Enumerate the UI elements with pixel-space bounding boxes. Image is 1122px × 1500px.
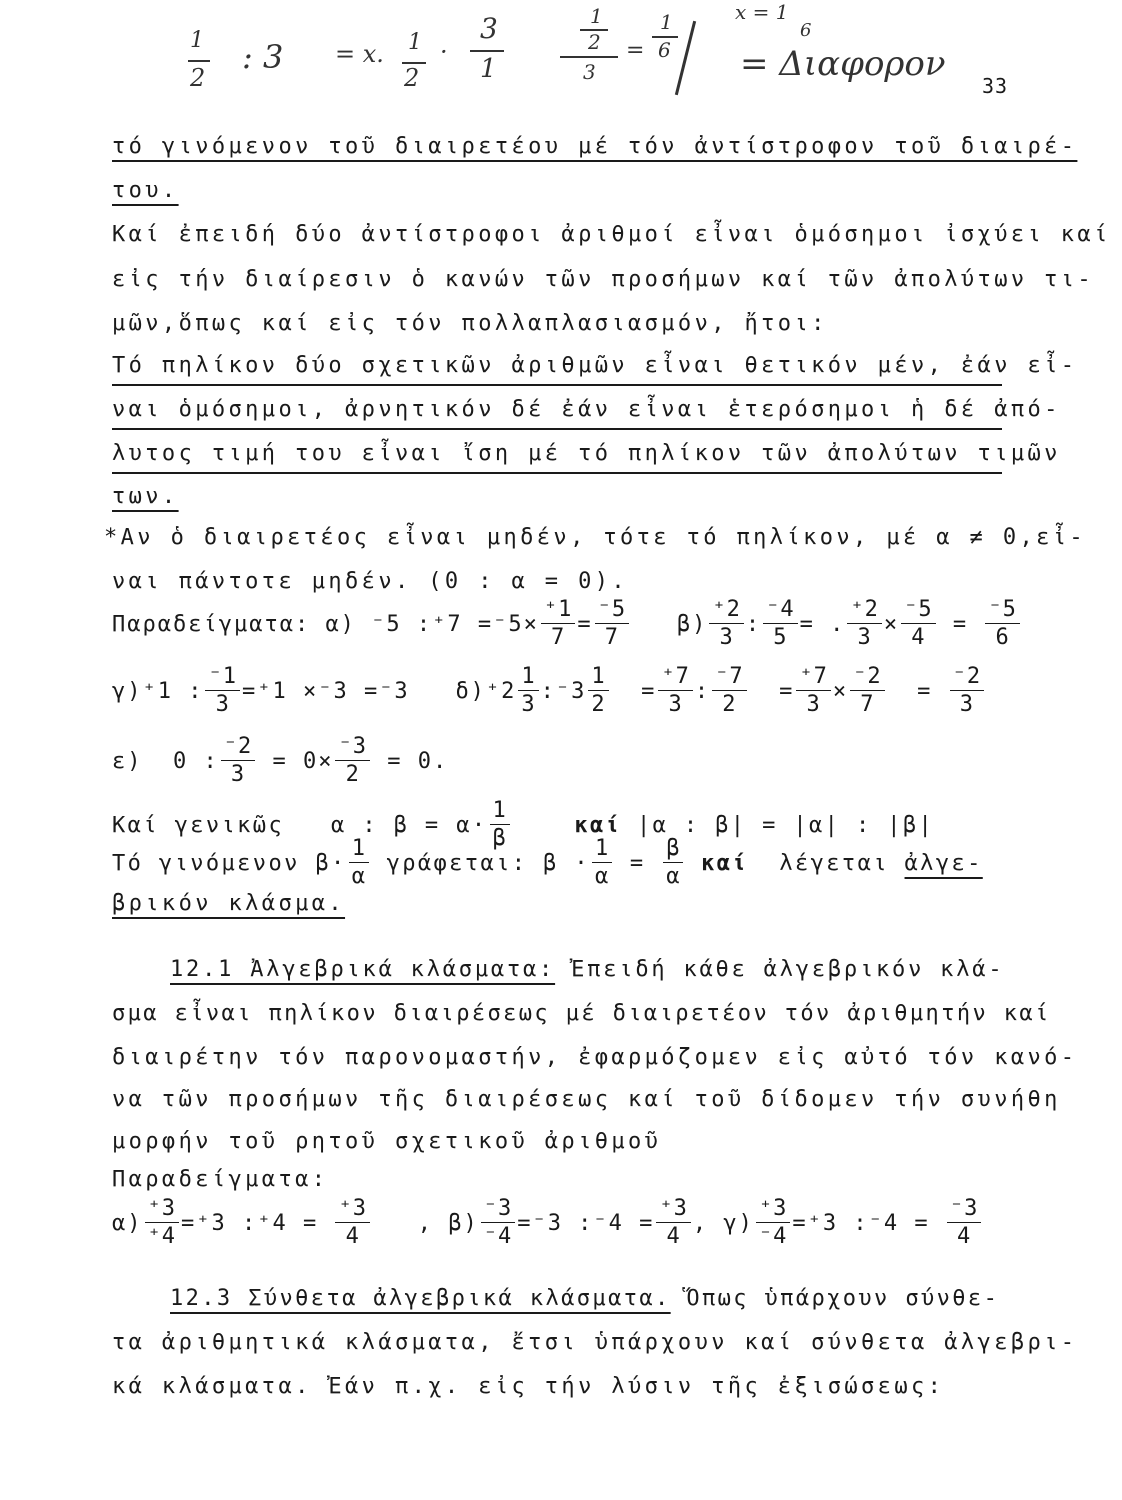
hw-divide-3: : 3: [242, 38, 284, 76]
expression: = 0.: [387, 748, 449, 774]
fraction: $\frac{\beta}{\alpha}$: [663, 838, 683, 888]
text: γράφεται: β ·: [386, 850, 590, 876]
hw-frac4-mid: 2: [588, 30, 601, 54]
examples-row-3: [112, 733, 448, 789]
fraction: $\frac{^-3}{2}$: [335, 736, 370, 786]
hw-frac2-num: 1: [408, 30, 422, 55]
fraction: $\frac{^+1}{7}$: [541, 599, 576, 649]
fraction: $\frac{1}{2}$: [588, 666, 608, 716]
text-line: ναι πάντοτε μηδέν. (0 : α = 0).: [112, 569, 628, 594]
text: Καί γενικῶς: [112, 812, 285, 838]
text-line: βρικόν κλάσμα.: [112, 891, 346, 916]
underline: [112, 472, 1002, 474]
text-line: να τῶν προσήμων τῆς διαιρέσεως καί τοῦ δίδομεν τήν συνήθη: [112, 1087, 1061, 1112]
text-line: κά κλάσματα. Ἐάν π.χ. εἰς τήν λύσιν τῆς ἐξισώσεως:: [112, 1374, 945, 1399]
expression: =⁻3 :⁻4 =: [517, 1210, 655, 1236]
hw-fraction-bar: [470, 50, 504, 52]
text-line: τα ἀριθμητικά κλάσματα, ἔτσι ὑπάρχουν καί σύνθετα ἀλγεβρι-: [112, 1330, 1078, 1355]
fraction: $\frac{^-5}{6}$: [985, 599, 1020, 649]
text-line: μῶν,ὅπως καί εἰς τόν πολλαπλασιασμόν, ἤτοι:: [112, 311, 828, 336]
text: Ἐπειδή κάθε ἀλγεβρικόν κλά-: [571, 957, 1005, 982]
expression: ⁻5 :⁺7 =⁻5×: [371, 611, 539, 637]
hw-diaforon: = Διαφορον: [740, 44, 946, 84]
expression: =⁺1 ×⁻3 =⁻3: [241, 678, 410, 704]
hw-eq-x: = x.: [335, 40, 384, 68]
equals: =: [577, 611, 593, 637]
hw-frac4-den: 3: [583, 60, 596, 84]
text: καί: [574, 812, 622, 838]
fraction: $\frac{^+3}{^-4}$: [756, 1198, 791, 1248]
rule-line: Τό πηλίκον δύο σχετικῶν ἀριθμῶν εἶναι θετικόν μέν, ἐάν εἶ-: [112, 353, 1078, 378]
expression: α : β = α·: [331, 812, 488, 838]
fraction: $\frac{1}{3}$: [518, 666, 538, 716]
text-line: *Αν ὁ διαιρετέος εἶναι μηδέν, τότε τό πηλίκον, μέ α ≠ 0,εἶ-: [104, 525, 1087, 550]
text-line: Καί ἐπειδή δύο ἀντίστροφοι ἀριθμοί εἶναι ὁμόσημοι ἰσχύει καί: [112, 222, 1111, 247]
page-number: 33: [982, 74, 1009, 98]
hw-frac4-num: 1: [590, 4, 603, 28]
text: λέγεται: [779, 850, 889, 876]
label-gamma: γ)⁺1 :: [112, 678, 204, 704]
fraction: $\frac{1}{\alpha}$: [592, 838, 612, 888]
hw-x-eq: x = 1: [735, 0, 789, 24]
fraction: $\frac{^-3}{^-4}$: [481, 1198, 516, 1248]
text-line: σμα εἶναι πηλίκον διαιρέσεως μέ διαιρετέον τόν ἀριθμητήν καί: [112, 1001, 1051, 1026]
fraction: $\frac{1}{\alpha}$: [349, 838, 369, 888]
equals: =: [629, 850, 646, 876]
text-line: τό γινόμενον τοῦ διαιρετέου μέ τόν ἀντίστροφον τοῦ διαιρέ-: [112, 134, 1078, 159]
text-line: του.: [112, 178, 179, 203]
label-alpha: α): [112, 1210, 143, 1236]
fraction: $\frac{^+3}{^+4}$: [145, 1198, 180, 1248]
label-beta: β): [676, 611, 708, 637]
hw-x-den: 6: [800, 20, 812, 41]
text: Τό γινόμενον β·: [112, 850, 347, 876]
fraction: $\frac{^-3}{4}$: [947, 1198, 982, 1248]
label-beta: , β): [417, 1210, 479, 1236]
text-line: διαιρέτην τόν παρονομαστήν, ἐφαρμόζομεν εἰς αὐτό τόν κανό-: [112, 1045, 1078, 1070]
hw-dot: ·: [440, 38, 448, 66]
rule-line: των.: [112, 484, 179, 509]
hw-fraction-bar: [560, 56, 618, 58]
equals: =: [917, 678, 933, 704]
examples-label: Παραδείγματα:: [112, 611, 311, 637]
text: Ὅπως ὑπάρχουν σύνθε-: [686, 1286, 1000, 1311]
label-gamma: , γ): [692, 1210, 754, 1236]
fraction: $\frac{^-1}{3}$: [205, 666, 240, 716]
text-line: μορφήν τοῦ ρητοῦ σχετικοῦ ἀριθμοῦ: [112, 1129, 662, 1154]
equals: =: [779, 678, 795, 704]
product-row: [112, 838, 983, 888]
fraction: $\frac{^+3}{4}$: [656, 1198, 691, 1248]
expression: :⁻3: [540, 678, 587, 704]
fraction: $\frac{^+7}{3}$: [658, 666, 693, 716]
underline: [112, 384, 1002, 386]
fraction: $\frac{^-2}{7}$: [850, 666, 885, 716]
examples-row-2: [112, 663, 986, 719]
section-12-1: [170, 957, 1004, 982]
hw-frac-den: 2: [190, 64, 206, 92]
section-heading: 12.1 Ἀλγεβρικά κλάσματα:: [170, 957, 556, 982]
expression: = 0×: [272, 748, 334, 774]
hw-frac5-den: 6: [658, 38, 671, 62]
label-epsilon: ε): [112, 748, 143, 774]
text: καί: [701, 850, 749, 876]
colon: :: [745, 611, 762, 637]
times: ×: [883, 611, 900, 637]
expression: =⁺3 :⁻4 =: [792, 1210, 930, 1236]
hw-frac3-den: 1: [480, 54, 497, 84]
equals: =: [952, 611, 969, 637]
expression: =⁺3 :⁺4 =: [181, 1210, 319, 1236]
rule-line: ναι ὁμόσημοι, ἀρνητικόν δέ ἐάν εἶναι ἑτερόσημοι ἡ δέ ἀπό-: [112, 397, 1061, 422]
rule-line: λυτος τιμή του εἶναι ἴση μέ τό πηλίκον τῶν ἀπολύτων τιμῶν: [112, 441, 1061, 466]
term: ἀλγε-: [904, 850, 983, 876]
equals: =: [641, 678, 657, 704]
fraction: $\frac{^-5}{7}$: [595, 599, 630, 649]
fraction: $\frac{^-5}{4}$: [901, 599, 936, 649]
hw-eq: =: [626, 38, 645, 63]
hw-frac3-num: 3: [480, 12, 498, 45]
text-line: εἰς τήν διαίρεσιν ὁ κανών τῶν προσήμων καί τῶν ἀπολύτων τι-: [112, 267, 1095, 292]
fraction: $\frac{^+2}{3}$: [847, 599, 882, 649]
colon: :: [694, 678, 711, 704]
fraction: $\frac{^+2}{3}$: [709, 599, 744, 649]
fraction: $\frac{^+3}{4}$: [335, 1198, 370, 1248]
equals: = .: [799, 611, 846, 637]
hw-frac-num: 1: [190, 28, 204, 53]
examples-row-1: [112, 596, 1022, 652]
section-12-3: [170, 1286, 999, 1311]
hw-slash: [675, 21, 696, 95]
label-alpha: α): [325, 611, 356, 637]
fraction: $\frac{^+7}{3}$: [796, 666, 831, 716]
fraction: $\frac{^-4}{5}$: [763, 599, 798, 649]
hw-fraction-bar: [188, 60, 210, 62]
examples-row-4: [112, 1196, 983, 1250]
expression: |α : β| = |α| : |β|: [636, 812, 935, 838]
fraction: $\frac{^-2}{3}$: [950, 666, 985, 716]
fraction: $\frac{1}{\beta}$: [490, 800, 510, 850]
expression: 0 :: [173, 748, 219, 774]
hw-frac2-den: 2: [404, 64, 420, 92]
examples-label: Παραδείγματα:: [112, 1167, 329, 1192]
times: ×: [832, 678, 849, 704]
fraction: $\frac{^-2}{3}$: [221, 736, 256, 786]
section-heading: 12.3 Σύνθετα ἀλγεβρικά κλάσματα.: [170, 1286, 671, 1311]
underline: [112, 428, 1002, 430]
label-delta: δ)⁺2: [455, 678, 517, 704]
fraction: $\frac{^-7}{2}$: [712, 666, 747, 716]
hw-frac5-num: 1: [660, 10, 673, 34]
